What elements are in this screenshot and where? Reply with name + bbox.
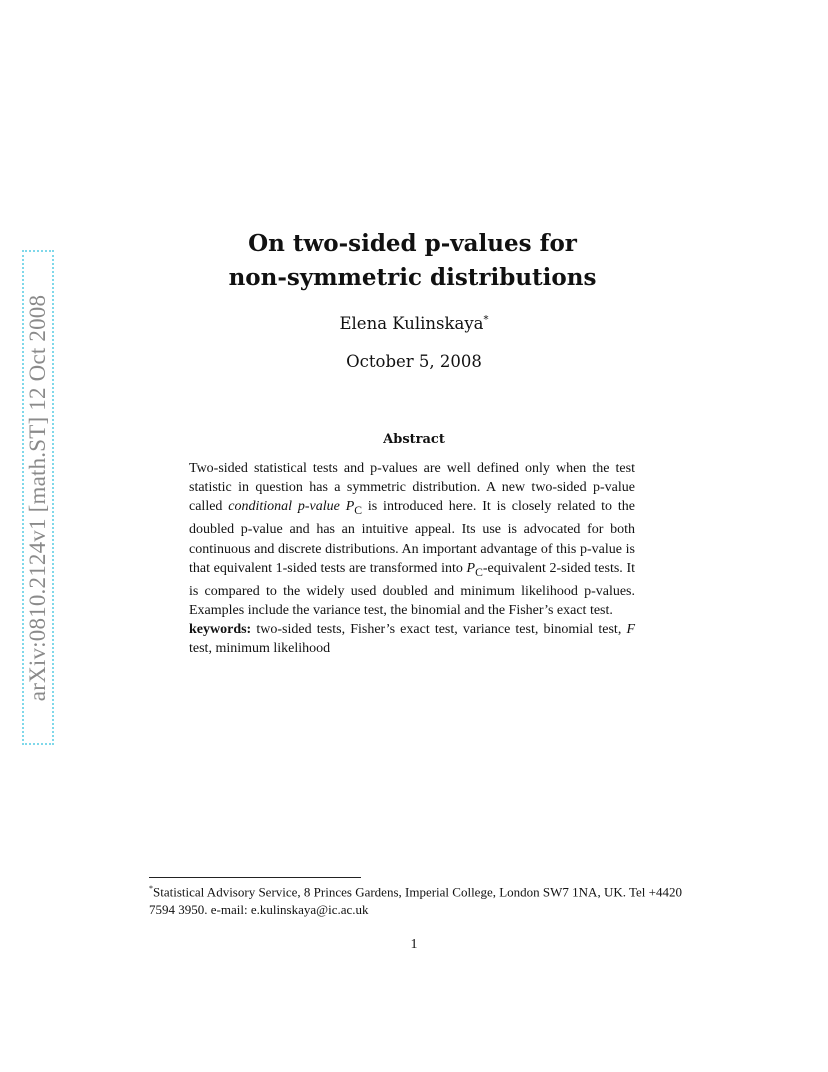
keywords-text-2: test, minimum likelihood (189, 641, 331, 657)
author-name: Elena Kulinskaya (339, 314, 484, 333)
pc-subscript: C (354, 504, 363, 518)
abstract-paragraph (189, 459, 635, 620)
keywords-paragraph (189, 620, 635, 658)
author (0, 314, 828, 333)
pc-subscript-2: C (475, 565, 483, 579)
abstract-text-3: -equivalent 2-sided tests. It is compared to the widely used doubled and minimum likelihood p-values. Examples include the variance test, the binomial and the Fisher’s exact test. (189, 560, 635, 619)
keywords-text-1: two-sided tests, Fisher’s exact test, variance test, binomial test, (251, 622, 627, 638)
abstract-text-2: is introduced here. It is closely related to the doubled p-value and has an intuitive appeal. Its use is advocated for both continuous and discrete distributions. An important advantage of this p-value is that equivalent 1-sided tests are transformed into (189, 499, 635, 576)
arxiv-stamp-text: arXiv:0810.2124v1 [math.ST] 12 Oct 2008 (25, 294, 50, 701)
abstract-conditional-term: conditional p-value (228, 499, 340, 515)
paper-date: October 5, 2008 (346, 352, 482, 371)
pc-symbol: P (345, 499, 355, 515)
keywords-label: keywords: (189, 622, 252, 638)
abstract-body (189, 459, 635, 659)
paper-title (120, 227, 705, 295)
footnote-mark: * (149, 884, 153, 893)
keywords-f: F (626, 622, 635, 638)
title-line-2: non-symmetric distributions (228, 264, 597, 291)
pc-symbol-2: P (466, 560, 476, 576)
abstract-heading: Abstract (383, 432, 445, 447)
title-line-1: On two-sided p-values for (248, 230, 577, 257)
author-footnote-mark: * (483, 314, 489, 326)
footnote (149, 880, 685, 919)
abstract-text-1: Two-sided statistical tests and p-values are well defined only when the test statistic in question has a symmetric distribution. A new two-sided p-value called (189, 461, 635, 515)
footnote-text: Statistical Advisory Service, 8 Princes Gardens, Imperial College, London SW7 1NA, UK. Tel +4420 7594 3950. e-mail: e.kulinskaya@ic.ac.uk (149, 884, 682, 918)
footnote-rule (149, 877, 361, 878)
page-number: 1 (410, 937, 418, 952)
